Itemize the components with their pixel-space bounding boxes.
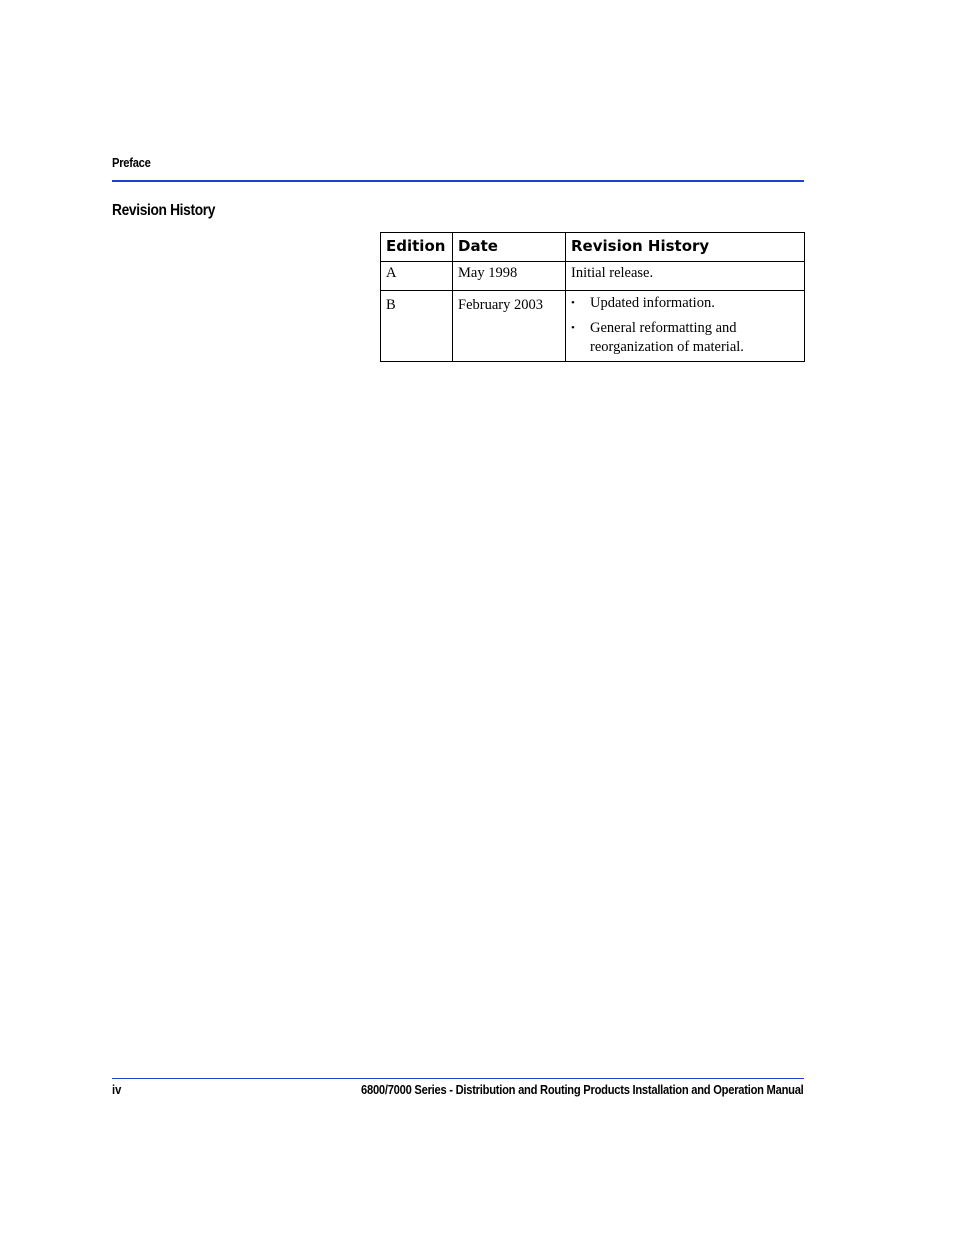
edition-cell: B xyxy=(381,291,453,362)
page-number: iv xyxy=(112,1082,122,1097)
table-row xyxy=(381,262,805,291)
bullet-icon: • xyxy=(571,297,575,309)
bullet-icon: • xyxy=(571,322,575,334)
table-row xyxy=(381,291,805,362)
date-cell: May 1998 xyxy=(453,262,566,291)
edition-cell: A xyxy=(381,262,453,291)
history-cell xyxy=(566,291,805,362)
column-header-edition: Edition xyxy=(381,233,453,262)
history-bullet-list xyxy=(571,294,799,357)
manual-title: 6800/7000 Series - Distribution and Routing Products Installation and Operation Manual xyxy=(361,1082,804,1097)
revision-history-table xyxy=(380,232,805,362)
footer-rule xyxy=(112,1078,804,1079)
list-item xyxy=(571,319,799,357)
date-cell: February 2003 xyxy=(453,291,566,362)
section-title: Revision History xyxy=(112,202,216,219)
list-item xyxy=(571,294,799,313)
running-header: Preface xyxy=(112,155,151,170)
history-cell: Initial release. xyxy=(566,262,805,291)
header-rule xyxy=(112,180,804,182)
table-header-row xyxy=(381,233,805,262)
history-item-text: Updated information. xyxy=(590,295,715,311)
column-header-date: Date xyxy=(453,233,566,262)
history-item-text: General reformatting and reorganization of material. xyxy=(590,320,744,355)
column-header-revision-history: Revision History xyxy=(566,233,805,262)
